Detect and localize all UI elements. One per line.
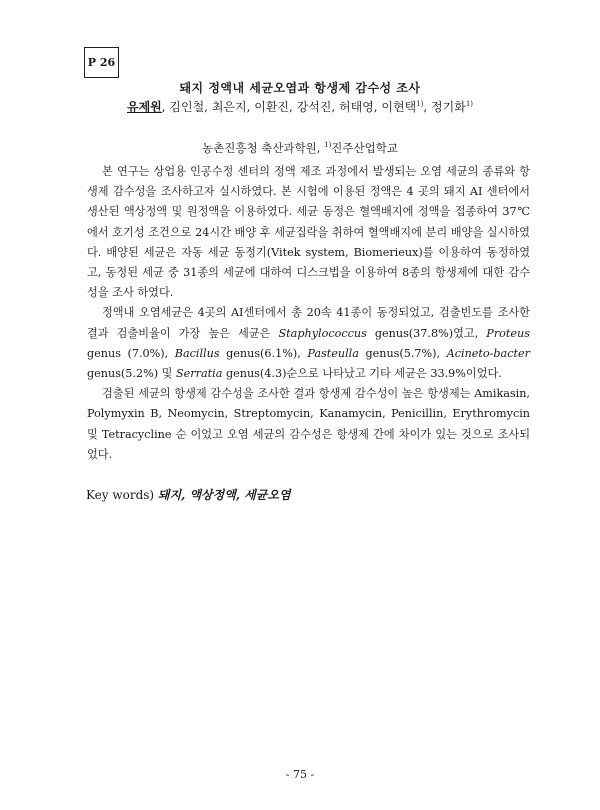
author-names-1: , 김인철, 최은지, 이환진, 강석진, 허태영, 이현택	[161, 100, 417, 114]
genus-staphylococcus: Staphylococcus	[278, 326, 367, 340]
p2-text: genus(5.7%),	[358, 346, 447, 360]
paragraph-3: 검출된 세균의 항생제 감수성을 조사한 결과 항생제 감수성이 높은 항생제는 Amikasin, Polymyxin B, Neomycin, Streptomycin, Kanamycin, Penicillin, Erythromycin 및 Tetracycline 순 이었고 오염 세균의 감수성은 항생제 간에 차이가 있는 것으로 조사되었다.	[87, 387, 530, 461]
genus-pasteulla: Pasteulla	[307, 346, 359, 360]
author-names-2: , 정기화	[423, 100, 466, 114]
p2-text: genus(5.2%) 및	[87, 367, 177, 381]
genus-serratia: Serratia	[176, 367, 223, 381]
p2-text: genus(6.1%),	[219, 346, 308, 360]
p2-text: genus (7.0%),	[87, 346, 175, 360]
affiliation-secondary: 진주산업학교	[331, 141, 398, 155]
paragraph-1: 본 연구는 상업용 인공수정 센터의 정액 제조 과정에서 발생되는 오염 세균의 종류와 항생제 감수성을 조사하고자 실시하였다. 본 시험에 이용된 정액은 4 곳의 돼지 AI 센터에서 생산된 액상정액 및 원정액을 이용하였다. 세균 동정은 혈액배지에 정액을 접종하여 37℃에서 호기성 조건으로 24시간 배양 후 세균집락을 취하여 혈액배지에 분리 배양을 실시하였다. 배양된 세균은 자동 세균 동정기(Vitek system, Biomerieux)를 이용하여 동정하였고, 동정된 세균 중 31종의 세균에 대하여 디스크법을 이용하여 8종의 항생제에 대한 감수성을 조사 하였다.	[87, 165, 530, 300]
p2-text: genus(4.3)순으로 나타났고 기타 세균은 33.9%이었다.	[222, 367, 502, 381]
paragraph-2	[87, 303, 530, 384]
keywords-line	[86, 486, 291, 503]
genus-proteus: Proteus	[486, 326, 530, 340]
p2-text: 정액내 오염세균은 4곳의 AI센터에서 총 20속 41종이 동정되었고, 검출빈도를 조사한 결과 검출비율이 가장 높은 세균은	[87, 306, 530, 340]
p2-text: genus(37.8%)였고,	[366, 326, 487, 340]
genus-bacillus: Bacillus	[174, 346, 220, 360]
affiliation-mark-1: 1)	[416, 100, 424, 108]
affiliation-primary: 농촌진흥청 축산과학원,	[202, 141, 325, 155]
author-list	[0, 98, 600, 115]
affiliation-mark-2: 1)	[465, 100, 473, 108]
page-number: - 75 -	[285, 768, 315, 781]
paper-title: 돼지 정액내 세균오염과 항생제 감수성 조사	[179, 81, 421, 95]
poster-number-badge: P 26	[84, 47, 119, 78]
keywords-label: Key words)	[86, 488, 158, 502]
genus-acinetobacter: Acineto-bacter	[446, 346, 530, 360]
affiliation-mark: 1)	[324, 141, 332, 150]
keywords-value: 돼지, 액상정액, 세균오염	[157, 488, 291, 502]
lead-author: 유제원	[127, 100, 162, 114]
abstract-body	[87, 162, 530, 465]
affiliation-line	[0, 140, 600, 156]
